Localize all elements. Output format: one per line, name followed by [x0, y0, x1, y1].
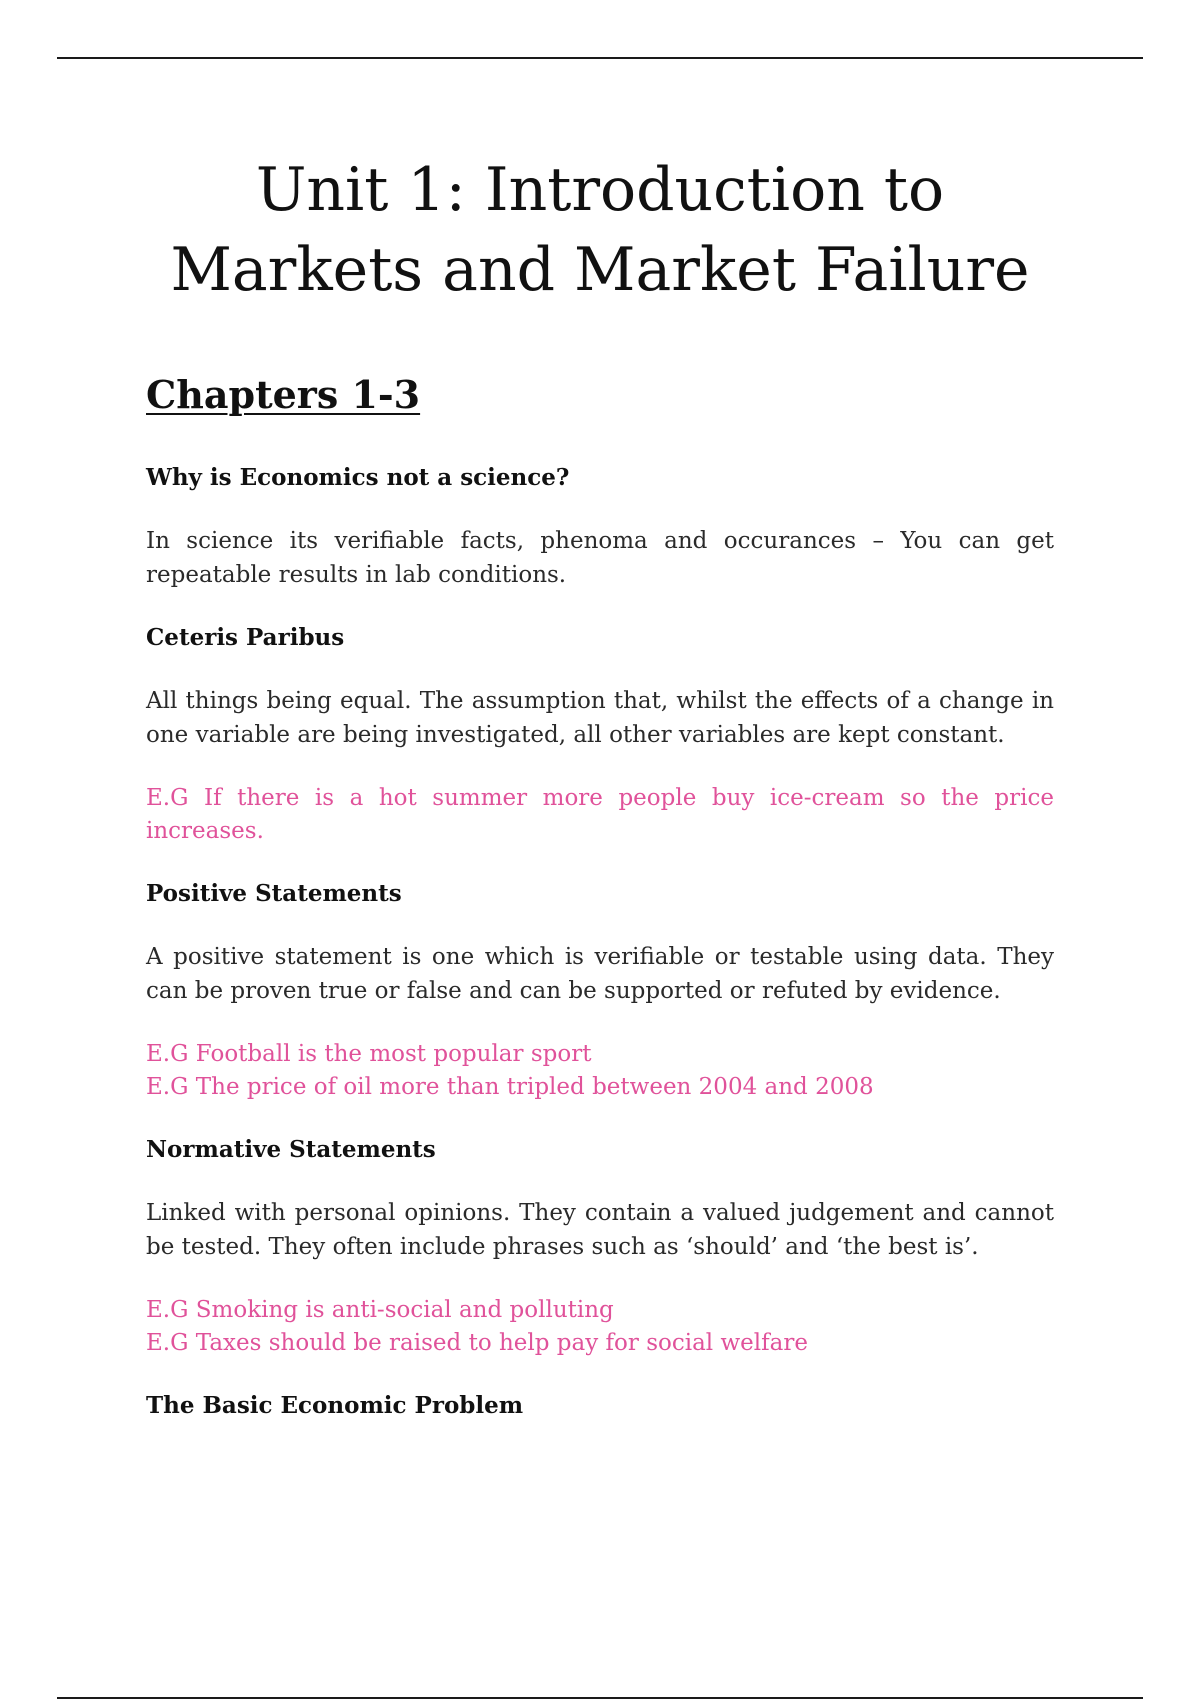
section-heading: Ceteris Paribus [146, 624, 345, 651]
section-text: Linked with personal opinions. They contain a valued judgement and cannot be tested. They often include phrases such as ‘should’ and ‘the best is’. [146, 1200, 1054, 1260]
section-science [146, 462, 1054, 592]
chapters-heading: Chapters 1-3 [146, 372, 421, 417]
section-text: All things being equal. The assumption that, whilst the effects of a change in one variable are being investigated, all other variables are kept constant. [146, 688, 1054, 748]
title-line-2: Markets and Market Failure [170, 235, 1030, 305]
example-text: E.G Smoking is anti-social and polluting [146, 1297, 614, 1323]
section-basic-economic-problem [146, 1390, 1054, 1422]
example-text: E.G Taxes should be raised to help pay for social welfare [146, 1330, 808, 1356]
section-heading: Why is Economics not a science? [146, 464, 570, 491]
example-text: E.G Football is the most popular sport [146, 1041, 592, 1067]
section-heading: The Basic Economic Problem [146, 1392, 524, 1419]
section-normative-statements [146, 1134, 1054, 1360]
section-ceteris-paribus [146, 622, 1054, 848]
section-text: In science its verifiable facts, phenoma and occurances – You can get repeatable results in lab conditions. [146, 528, 1054, 588]
top-rule [57, 57, 1143, 59]
example-text: E.G If there is a hot summer more people buy ice-cream so the price increases. [146, 785, 1054, 844]
page-title [0, 150, 1200, 310]
section-positive-statements [146, 878, 1054, 1104]
example-text: E.G The price of oil more than tripled between 2004 and 2008 [146, 1074, 874, 1100]
section-heading: Positive Statements [146, 880, 402, 907]
title-line-1: Unit 1: Introduction to [255, 155, 945, 225]
document-body [146, 370, 1054, 1452]
section-text: A positive statement is one which is verifiable or testable using data. They can be proven true or false and can be supported or refuted by evidence. [146, 944, 1054, 1004]
example-list [146, 1294, 1054, 1360]
bottom-rule [57, 1697, 1143, 1699]
section-heading: Normative Statements [146, 1136, 436, 1163]
example-list [146, 1038, 1054, 1104]
